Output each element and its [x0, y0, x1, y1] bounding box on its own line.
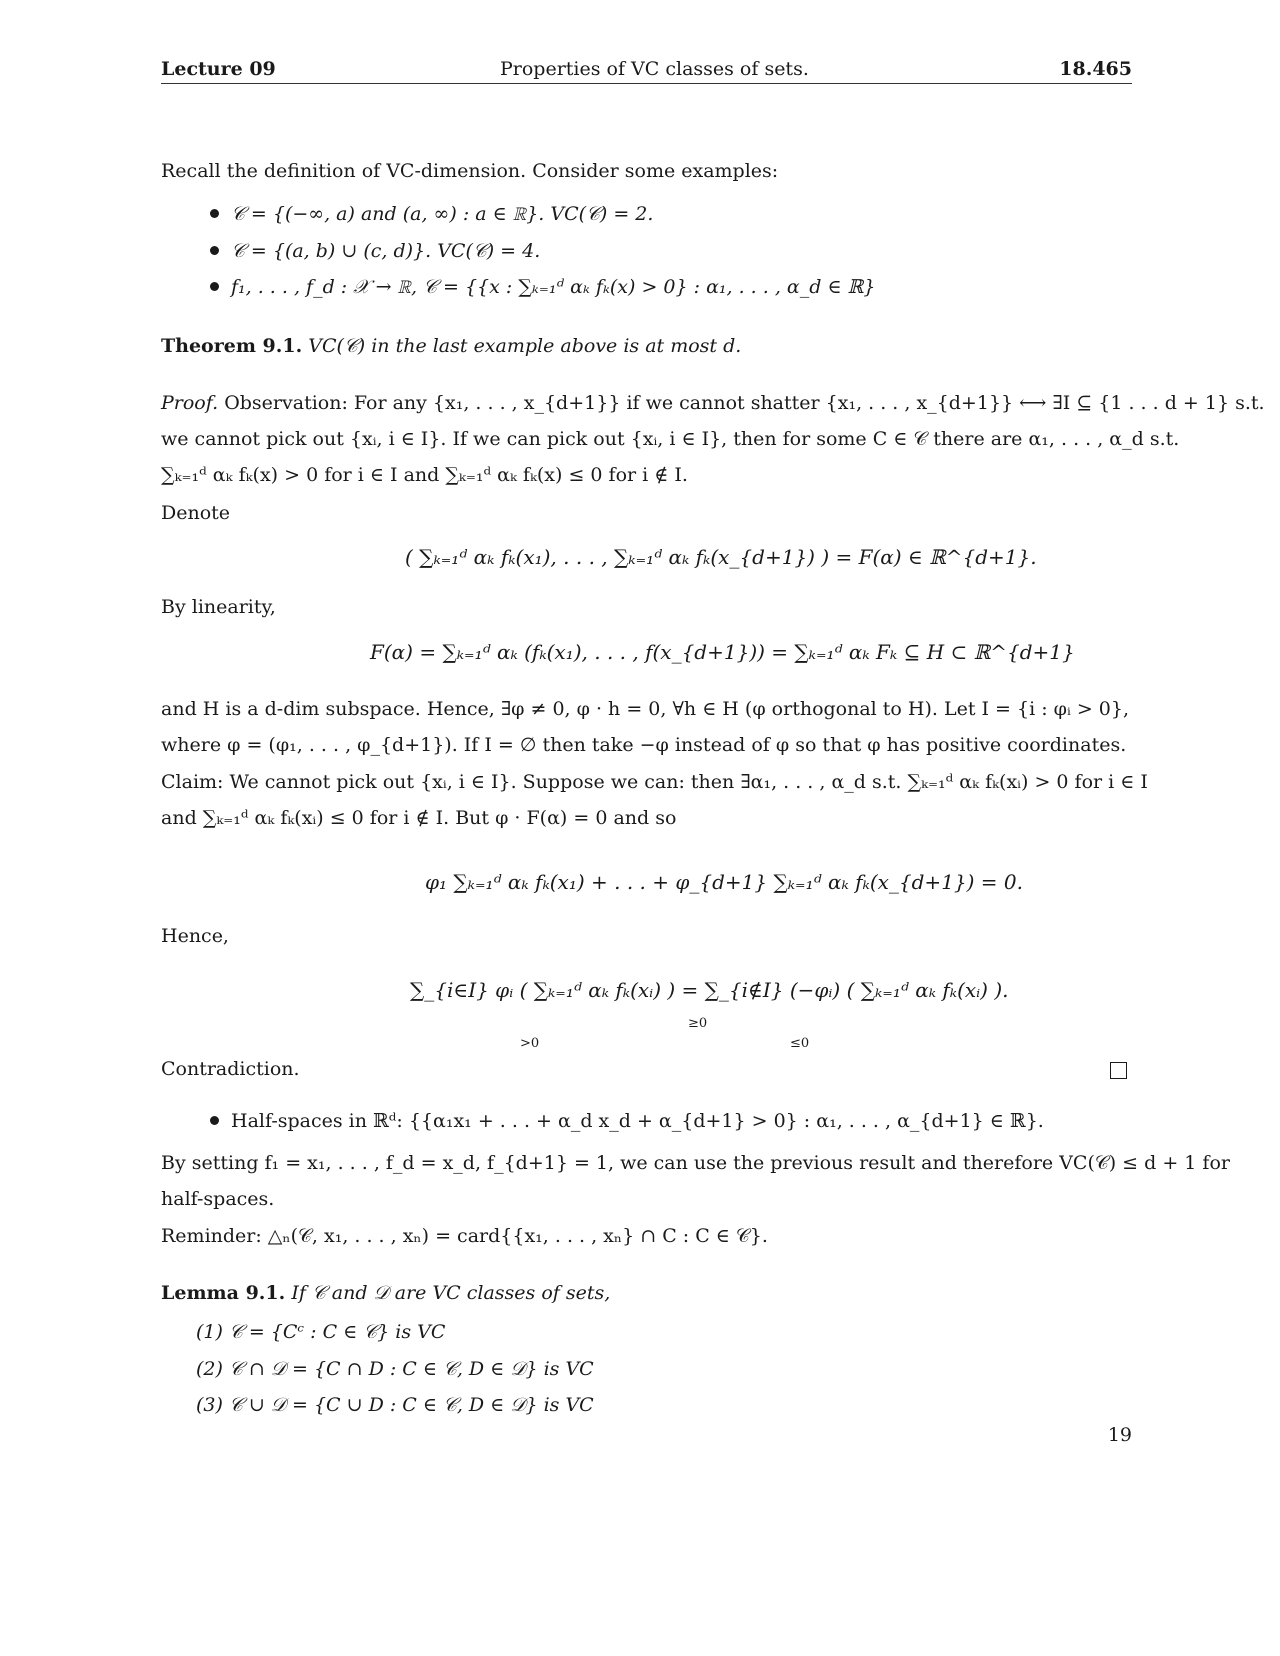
example-item-3: f₁, . . . , f_d : 𝒳 → ℝ, 𝒞 = {{x : ∑ₖ₌₁ᵈ αₖ fₖ(x) > 0} : α₁, . . . , α_d ∈ ℝ} [210, 276, 875, 298]
lemma-item-1: (1) 𝒞 = {Cᶜ : C ∈ 𝒞} is VC [196, 1321, 446, 1343]
lemma-9-1 [161, 1282, 610, 1304]
header-course: 18.465 [1059, 58, 1132, 80]
intro-text: Recall the definition of VC-dimension. Consider some examples: [161, 160, 779, 182]
proof-contradiction: Contradiction. [161, 1058, 300, 1080]
proof-hence: Hence, [161, 925, 229, 947]
proof-line-3: ∑ₖ₌₁ᵈ αₖ fₖ(x) > 0 for i ∈ I and ∑ₖ₌₁ᵈ αₖ fₖ(x) ≤ 0 for i ∉ I. [161, 464, 688, 486]
reminder-line: Reminder: △ₙ(𝒞, x₁, . . . , xₙ) = card{{x₁, . . . , xₙ} ∩ C : C ∈ 𝒞}. [161, 1225, 768, 1247]
lemma-item-2: (2) 𝒞 ∩ 𝒟 = {C ∩ D : C ∈ 𝒞, D ∈ 𝒟} is VC [196, 1358, 594, 1380]
theorem-9-1 [161, 335, 741, 357]
header-lecture: Lecture 09 [161, 58, 276, 80]
equation-phi-sum: φ₁ ∑ₖ₌₁ᵈ αₖ fₖ(x₁) + . . . + φ_{d+1} ∑ₖ₌₁ᵈ αₖ fₖ(x_{d+1}) = 0. [425, 870, 1023, 894]
theorem-text: VC(𝒞) in the last example above is at most d. [308, 335, 742, 357]
proof-label: Proof. [161, 392, 219, 414]
underbrace-label-positive: >0 [520, 1036, 540, 1051]
underbrace-label-nonpos: ≤0 [790, 1036, 810, 1051]
proof-denote: Denote [161, 502, 231, 524]
proof-line-5: where φ = (φ₁, . . . , φ_{d+1}). If I = ∅ then take −φ instead of φ so that φ has positive coordinates. [161, 734, 1127, 756]
halfspace-item: Half-spaces in ℝᵈ: {{α₁x₁ + . . . + α_d x_d + α_{d+1} > 0} : α₁, . . . , α_{d+1} ∈ ℝ}. [210, 1110, 1044, 1132]
proof-line-1: Proof. Observation: For any {x₁, . . . , x_{d+1}} if we cannot shatter {x₁, . . . , x_{d+1}} ⟷ ∃I ⊆ {1 . . . d + 1} s.t. [161, 392, 1265, 414]
equation-contradiction: ∑_{i∈I} φᵢ ( ∑ₖ₌₁ᵈ αₖ fₖ(xᵢ) ) = ∑_{i∉I} (−φᵢ) ( ∑ₖ₌₁ᵈ αₖ fₖ(xᵢ) ). [410, 978, 1009, 1002]
lemma-label: Lemma 9.1. [161, 1282, 286, 1304]
proof-line-6: Claim: We cannot pick out {xᵢ, i ∈ I}. Suppose we can: then ∃α₁, . . . , α_d s.t. ∑ₖ₌₁ᵈ αₖ fₖ(xᵢ) > 0 for i ∈ I [161, 771, 1148, 793]
page-number: 19 [1107, 1424, 1132, 1446]
qed-square-icon [1110, 1062, 1127, 1079]
theorem-label: Theorem 9.1. [161, 335, 303, 357]
bullet-icon [210, 282, 219, 291]
example-item-1: 𝒞 = {(−∞, a) and (a, ∞) : a ∈ ℝ}. VC(𝒞) = 2. [210, 203, 653, 225]
proof-line-7: and ∑ₖ₌₁ᵈ αₖ fₖ(xᵢ) ≤ 0 for i ∉ I. But φ · F(α) = 0 and so [161, 807, 677, 829]
equation-F-alpha: ( ∑ₖ₌₁ᵈ αₖ fₖ(x₁), . . . , ∑ₖ₌₁ᵈ αₖ fₖ(x_{d+1}) ) = F(α) ∈ ℝ^{d+1}. [405, 545, 1037, 569]
header-title: Properties of VC classes of sets. [500, 58, 809, 80]
header-rule [161, 83, 1132, 84]
bullet-icon [210, 209, 219, 218]
underbrace-label-nonneg: ≥0 [688, 1016, 708, 1031]
proof-by-linearity: By linearity, [161, 596, 276, 618]
halfspace-line-1: By setting f₁ = x₁, . . . , f_d = x_d, f_{d+1} = 1, we can use the previous result and therefore VC(𝒞) ≤ d + 1 for [161, 1152, 1230, 1174]
example-item-2: 𝒞 = {(a, b) ∪ (c, d)}. VC(𝒞) = 4. [210, 240, 540, 262]
proof-line-2: we cannot pick out {xᵢ, i ∈ I}. If we can pick out {xᵢ, i ∈ I}, then for some C ∈ 𝒞 there are α₁, . . . , α_d s.t. [161, 428, 1180, 450]
bullet-icon [210, 246, 219, 255]
bullet-icon [210, 1116, 219, 1125]
halfspace-line-2: half-spaces. [161, 1188, 275, 1210]
lemma-item-3: (3) 𝒞 ∪ 𝒟 = {C ∪ D : C ∈ 𝒞, D ∈ 𝒟} is VC [196, 1394, 594, 1416]
lemma-text: If 𝒞 and 𝒟 are VC classes of sets, [291, 1282, 611, 1304]
equation-linearity: F(α) = ∑ₖ₌₁ᵈ αₖ (fₖ(x₁), . . . , f(x_{d+1})) = ∑ₖ₌₁ᵈ αₖ Fₖ ⊆ H ⊂ ℝ^{d+1} [370, 640, 1075, 664]
proof-line-4: and H is a d-dim subspace. Hence, ∃φ ≠ 0, φ · h = 0, ∀h ∈ H (φ orthogonal to H). Let I = {i : φᵢ > 0}, [161, 698, 1129, 720]
